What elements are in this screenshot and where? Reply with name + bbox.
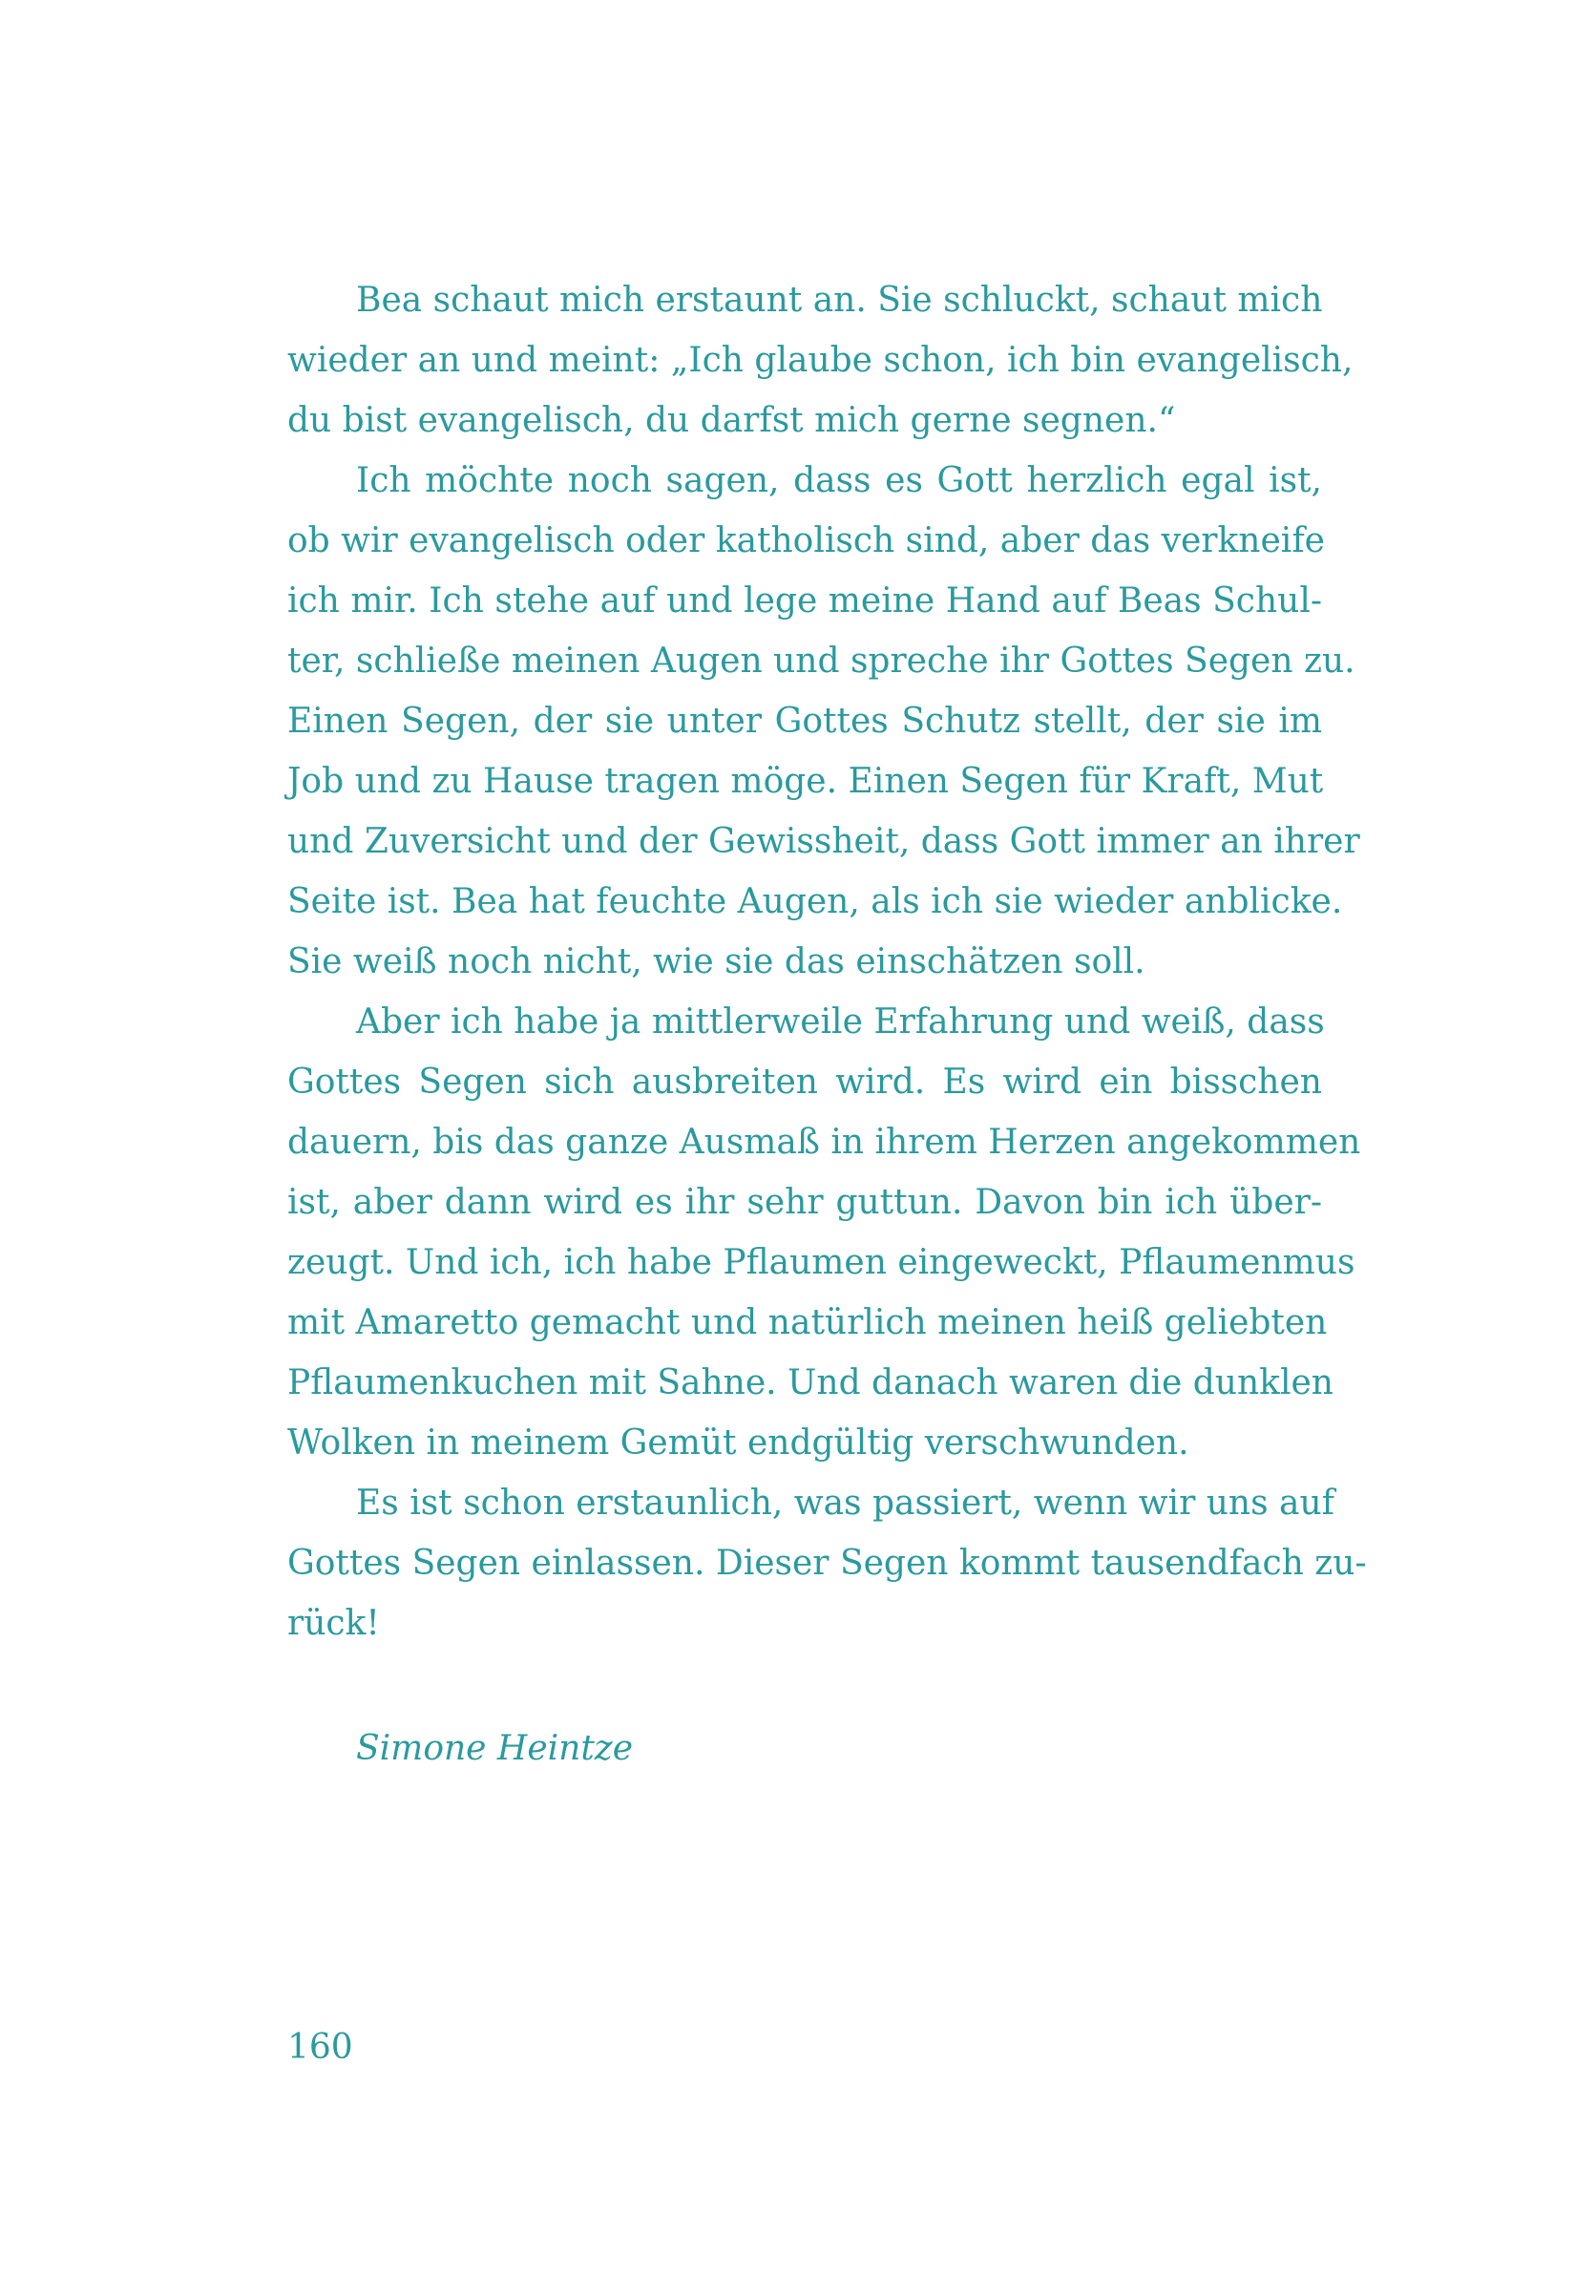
paragraph-2-line-1: Ich möchte noch sagen, dass es Gott herzlich egal ist, [356, 461, 1322, 500]
paragraph-3-line-7: Pflaumenkuchen mit Sahne. Und danach waren die dunklen [287, 1363, 1334, 1402]
paragraph-3-line-1: Aber ich habe ja mittlerweile Erfahrung und weiß, dass [356, 1002, 1325, 1042]
paragraph-2-line-4: ter, schließe meinen Augen und spreche ihr Gottes Segen zu. [287, 642, 1355, 681]
paragraph-2-line-6: Job und zu Hause tragen möge. Einen Segen für Kraft, Mut [287, 762, 1324, 801]
paragraph-3-line-8: Wolken in meinem Gemüt endgültig verschwunden. [287, 1423, 1189, 1463]
page-number: 160 [287, 2028, 353, 2067]
paragraph-2-line-9: Sie weiß noch nicht, wie sie das einschätzen soll. [287, 942, 1145, 981]
paragraph-4-line-2: Gottes Segen einlassen. Dieser Segen kommt tausendfach zu- [287, 1544, 1367, 1583]
paragraph-1-line-2: wieder an und meint: „Ich glaube schon, ich bin evangelisch, [287, 341, 1354, 380]
paragraph-2-line-7: und Zuversicht und der Gewissheit, dass Gott immer an ihrer [287, 822, 1360, 861]
paragraph-3-line-5: zeugt. Und ich, ich habe Pflaumen eingeweckt, Pflaumenmus [287, 1243, 1355, 1282]
body-text [287, 270, 1367, 1654]
paragraph-2-line-2: ob wir evangelisch oder katholisch sind, aber das verkneife [287, 521, 1325, 560]
paragraph-3-line-3: dauern, bis das ganze Ausmaß in ihrem Herzen angekommen [287, 1123, 1361, 1162]
paragraph-1-line-3: du bist evangelisch, du darfst mich gerne segnen.“ [287, 401, 1176, 440]
paragraph-3-line-6: mit Amaretto gemacht und natürlich meinen heiß geliebten [287, 1303, 1328, 1342]
author-signature: Simone Heintze [356, 1729, 634, 1768]
paragraph-1-line-1: Bea schaut mich erstaunt an. Sie schluckt, schaut mich [356, 281, 1323, 320]
paragraph-3-line-4: ist, aber dann wird es ihr sehr guttun. Davon bin ich über- [287, 1183, 1322, 1222]
paragraph-2-line-8: Seite ist. Bea hat feuchte Augen, als ich sie wieder anblicke. [287, 882, 1343, 921]
paragraph-4-line-1: Es ist schon erstaunlich, was passiert, wenn wir uns auf [356, 1484, 1334, 1523]
paragraph-4-line-3: rück! [287, 1604, 380, 1643]
paragraph-2-line-5: Einen Segen, der sie unter Gottes Schutz stellt, der sie im [287, 702, 1322, 741]
paragraph-2-line-3: ich mir. Ich stehe auf und lege meine Hand auf Beas Schul- [287, 581, 1322, 621]
paragraph-3-line-2: Gottes Segen sich ausbreiten wird. Es wird ein bisschen [287, 1063, 1322, 1102]
